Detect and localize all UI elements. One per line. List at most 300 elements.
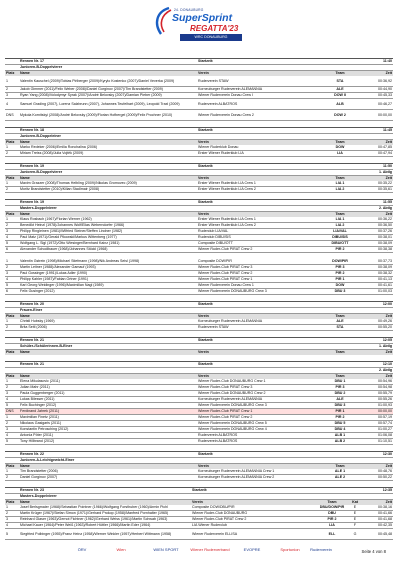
start-label: Startzeit: <box>197 128 321 134</box>
result-time: 01:10,51 <box>359 439 393 445</box>
race-time: 11:40 <box>321 59 393 65</box>
col-club: Verein <box>197 350 321 356</box>
result-time: 00:47,85 <box>359 145 393 151</box>
col-place: Platz <box>5 71 19 77</box>
sponsor-logo: Wiener Ruderverband <box>190 547 230 552</box>
col-club: Verein <box>197 140 321 146</box>
logo-club-band: WRC DONAUBURG <box>180 34 242 41</box>
result-club: Korneuburger Ruderverein ALEMANNIA <box>197 319 321 325</box>
result-place: 2 <box>5 385 19 391</box>
race-division: 1. Abtlg <box>321 170 393 176</box>
result-name: Mykola Kornitskyi (2008)/André Belovsky (2009)/Florian Hofbergel (2009)/Felix Prochner (2010) <box>19 110 197 121</box>
result-time: 00:35,22 <box>359 181 393 187</box>
result-name: Karl Georg Weidinger (1996)/Maximilian Nagl (1989) <box>19 283 197 289</box>
result-time: 01:06,08 <box>359 433 393 439</box>
race-time: 12:30 <box>321 452 393 458</box>
result-club: Erster Wiener Ruderklub LIA Crew 2 <box>197 187 321 193</box>
start-label: Startzeit: <box>197 200 321 206</box>
result-place: 4 <box>5 433 19 439</box>
result-team: PIR 2 <box>313 517 351 523</box>
result-row <box>5 93 393 99</box>
race-block <box>5 163 393 193</box>
result-team: DIBU/OTT <box>321 241 359 247</box>
result-name: Josef Berlsgmaier (1968)/Sebastian Pointner (1966)/Wolfgang Forsthuber (1960)/Armin Pichl <box>19 505 191 511</box>
result-club: Wiener Ruderverein DONAUBURG Crew 5 <box>197 421 321 427</box>
race-time: 12:35 <box>313 488 393 494</box>
start-label: Startzeit: <box>197 164 321 170</box>
col-time: Zeit <box>359 500 393 506</box>
result-team: PIR 2 <box>321 247 359 253</box>
sponsor-strip <box>68 543 338 559</box>
result-place: 3 <box>5 517 19 523</box>
result-place: 1 <box>5 259 19 265</box>
col-place: Platz <box>5 314 19 320</box>
result-place: 3 <box>5 229 19 235</box>
race-number: Rennen Nr. 22 <box>19 452 197 458</box>
result-team: STA <box>321 325 359 331</box>
col-name: Name <box>19 140 197 146</box>
result-place: 4 <box>5 523 19 529</box>
sponsor-logo: Wien <box>116 547 126 552</box>
col-club: Verein <box>197 212 321 218</box>
result-time: 00:45,33 <box>359 93 393 99</box>
result-team: DOW/PIR <box>321 259 359 265</box>
result-team: LIA <box>321 151 359 157</box>
result-time: 00:00,00 <box>359 409 393 415</box>
result-place: 4 <box>5 277 19 283</box>
result-name: Konstantin Petrosching (2012) <box>19 427 197 433</box>
col-name: Name <box>19 314 197 320</box>
result-time: 00:50,22 <box>359 475 393 481</box>
race-title: Junioren-B-Doppelvierer <box>19 65 197 71</box>
result-team: LIA 2 <box>321 187 359 193</box>
result-team: ALE 2 <box>321 475 359 481</box>
result-team: LIA 1 <box>321 217 359 223</box>
col-name: Name <box>19 374 197 380</box>
result-name: Michael Kauer (1964)/Peter Weiß (1963)/Robert Hüttler (1966)/Martin Eder (1964) <box>19 523 191 529</box>
result-club: Wiener Ruder-Club PIRAT Crew 2 <box>197 247 321 253</box>
result-club: Composite DOW/PIR <box>197 259 321 265</box>
col-place: Platz <box>5 464 19 470</box>
result-time: 00:55,79 <box>359 391 393 397</box>
race-number: Rennen Nr. 23 <box>19 488 191 494</box>
result-team: DBU <box>313 511 351 517</box>
result-kat: E <box>351 517 359 523</box>
result-place: 2 <box>5 223 19 229</box>
result-place: 2 <box>5 475 19 481</box>
result-time: 00:38,38 <box>359 247 393 253</box>
result-name: Siegfried Polbinger (1955)/Franz Heinz (1958)/Werner Winkler (1957)/Herbert Wittmann (1958) <box>19 529 191 540</box>
result-team: DBU 1 <box>321 379 359 385</box>
race-number: Rennen Nr. 17 <box>19 59 197 65</box>
race-division: 2. Abtlg <box>321 206 393 212</box>
result-team: ALE <box>321 319 359 325</box>
result-team: PIR 2 <box>321 271 359 277</box>
result-club: LIA Wiener Ruderclub <box>191 523 313 529</box>
result-place: 1 <box>5 76 19 87</box>
result-name: Miriam Treiss (2008)/Julia Vojtěk (2009) <box>19 151 197 157</box>
col-place: Platz <box>5 212 19 218</box>
race-title: Junioren-A-Leichtgewicht-Einer <box>19 458 197 464</box>
sponsor-logo: EVOPRE <box>243 547 261 552</box>
result-club: Wiener Ruder-Club PIRAT Crew 2 <box>191 517 313 523</box>
result-name: Felix Buchinger (2012) <box>19 403 197 409</box>
race-time: 11:55 <box>321 200 393 206</box>
result-club: Wiener Ruder-Club PIRAT Crew 1 <box>197 277 321 283</box>
race-division: 1. Abtlg <box>321 344 393 350</box>
result-time: 00:38,09 <box>359 265 393 271</box>
result-club: Wiener Ruder-Club PIRAT Crew 3 <box>197 385 321 391</box>
result-club: Wiener Ruder-Club PIRAT Crew 1 <box>197 409 321 415</box>
result-row <box>5 325 393 331</box>
result-club: Wiener Ruderklub Donau <box>197 145 321 151</box>
result-team: DBU/DOW/PIR <box>313 505 351 511</box>
result-kat: E <box>351 505 359 511</box>
col-club: Verein <box>197 374 321 380</box>
result-kat: F <box>351 523 359 529</box>
results-list <box>5 58 393 546</box>
result-time: 00:38,09 <box>359 241 393 247</box>
result-time: 00:45,48 <box>359 529 393 540</box>
race-table <box>5 163 393 193</box>
result-place: 1 <box>5 319 19 325</box>
race-time: 12:10 <box>321 362 393 368</box>
result-team: PIR 2 <box>321 415 359 421</box>
result-club: Composite DIBU/OTT <box>197 241 321 247</box>
regatta-logo <box>150 6 254 44</box>
result-name: Maximilian Finetz (2011) <box>19 415 197 421</box>
race-number: Rennen Nr. 19 <box>19 200 197 206</box>
result-time: 00:46,27 <box>359 99 393 110</box>
result-name: Reinhard Glaser (1963)/Gernot Fichtner (1962)/Gerhard Weiss (1961)/Martin Schwab (1963) <box>19 517 191 523</box>
sponsor-logo: Sportunion <box>280 547 300 552</box>
result-time: 00:41,68 <box>359 517 393 523</box>
race-table <box>5 58 393 121</box>
result-name: Elena Mikulasovic (2011) <box>19 379 197 385</box>
result-time: 00:54,96 <box>359 379 393 385</box>
result-team: DOW 2 <box>321 110 359 121</box>
result-place: 4 <box>5 397 19 403</box>
col-time: Zeit <box>359 464 393 470</box>
col-name: Name <box>19 212 197 218</box>
result-name: Samuel Grading (2007), Lorenz Salzbrunn (2007), Johannes Teufelhart (2009), Leopold Traxl (2009) <box>19 99 197 110</box>
result-row <box>5 259 393 265</box>
result-row <box>5 505 393 511</box>
result-place: 1 <box>5 217 19 223</box>
col-place: Platz <box>5 176 19 182</box>
sponsor-logo: WIEN SPORT <box>153 547 179 552</box>
result-team: ALE <box>321 87 359 93</box>
result-name: Maxim Grazzer (2008)/Thomas Helbling (2009)/Nikolas Gromovec (2009) <box>19 181 197 187</box>
race-table <box>5 127 393 157</box>
race-title: Junioren-B-Doppelvierer <box>19 170 197 176</box>
result-time: 00:36,92 <box>359 76 393 87</box>
result-club: Wiener Ruderverein Donau Crew 2 <box>197 110 321 121</box>
result-club: Wiener Ruderverein Donau Crew I <box>197 93 321 99</box>
result-row <box>5 475 393 481</box>
result-row <box>5 391 393 397</box>
result-team: DBU 4 <box>321 427 359 433</box>
result-row <box>5 151 393 157</box>
result-time: 00:38,01 <box>359 235 393 241</box>
result-time: 00:37,26 <box>359 229 393 235</box>
result-time: 00:41,13 <box>359 277 393 283</box>
result-name: Ryan Yang (2008)/Volodymyr Syrak (2007)/André Belovsky (2007)/Damian Pieber (2009) <box>19 93 197 99</box>
col-time: Zeit <box>359 374 393 380</box>
race-time: 11:45 <box>321 128 393 134</box>
logo-edition: 24. DONAUBURG <box>174 8 204 12</box>
result-time: 00:41,61 <box>359 283 393 289</box>
result-club: Ruderverein STAW <box>197 76 321 87</box>
result-place: 1 <box>5 469 19 475</box>
result-club: Wiener Ruder-Club PIRAT Crew 3 <box>197 265 321 271</box>
result-name: Klaus Rosbach (1967)/Florian Werner (1962) <box>19 217 197 223</box>
result-name: Daniel Gorginov (2007) <box>19 475 197 481</box>
result-place: 2 <box>5 421 19 427</box>
result-team: DBU 5 <box>321 421 359 427</box>
result-row <box>5 289 393 295</box>
result-place: 2 <box>5 151 19 157</box>
result-team: DIBU/SIS <box>321 235 359 241</box>
result-name: Lukas Bilesser (2011) <box>19 397 197 403</box>
result-name: Wolfgang L. Sigl (1972)/Otto Wiesinger/Bernhard Kainz (1981) <box>19 241 197 247</box>
result-name: Ferdinand Jahrek (2011) <box>19 409 197 415</box>
col-team: Team <box>321 176 359 182</box>
result-place: 5 <box>5 529 19 540</box>
result-team: ALE 1 <box>321 469 359 475</box>
result-time: 01:00,27 <box>359 427 393 433</box>
result-time: 00:41,66 <box>359 511 393 517</box>
result-place: DNS <box>5 110 19 121</box>
race-block <box>5 451 393 481</box>
race-number: Rennen Nr. 19 <box>19 164 197 170</box>
race-block <box>5 337 393 355</box>
result-time: 00:35,61 <box>359 187 393 193</box>
result-team: STA <box>321 76 359 87</box>
col-name: Name <box>19 464 197 470</box>
result-name: Nikolaos Gasigaris (2011) <box>19 421 197 427</box>
result-time: 00:48,76 <box>359 469 393 475</box>
result-place: 6 <box>5 289 19 295</box>
result-place: 5 <box>5 241 19 247</box>
race-table <box>5 337 393 355</box>
result-club: Korneuburger Ruderverein ALEMANNIA <box>197 397 321 403</box>
col-name: Name <box>19 176 197 182</box>
result-name: Moritz Brandstetter (2010)/Kilian Stadlmair (2008) <box>19 187 197 193</box>
result-name: Martin Krüger (1967)/Stefan Simon (1971)/Gerhard Prokop (1958)/Manfred Pornhalter (1965) <box>19 511 191 517</box>
result-time: 00:38,16 <box>359 505 393 511</box>
result-team: ALB 1 <box>321 433 359 439</box>
page-number: Seite 4 von 8 <box>361 549 386 554</box>
col-name: Name <box>19 71 197 77</box>
result-kat: G <box>351 529 359 540</box>
result-row <box>5 241 393 247</box>
result-name: Marko Redeker (2006)/Emilia Ronchalina (2006) <box>19 145 197 151</box>
race-block <box>5 259 393 295</box>
result-team: ALE <box>321 397 359 403</box>
result-team: LIA <box>313 523 351 529</box>
race-title: Frauen-Einer <box>19 308 197 314</box>
race-number: Rennen Nr. 21 <box>19 362 197 368</box>
result-name: Philipp Kahler (1987)/Fabian Ortner (1991) <box>19 277 197 283</box>
result-club: Korneuburger Ruderverein ALEMANNIA Crew 2 <box>197 475 321 481</box>
col-place: Platz <box>5 140 19 146</box>
result-club: Wiener Ruder-Club DONAUBURG Crew 1 <box>197 379 321 385</box>
result-team: LIA/VAL <box>321 229 359 235</box>
result-name: Antonia Pöter (2011) <box>19 433 197 439</box>
result-name: Benedikt Heinzl (1978)/Johannes Wolf/Elias Weberndorfer (1966) <box>19 223 197 229</box>
result-club: Erster Wiener Ruderklub LIA Crew 1 <box>197 181 321 187</box>
result-name: Felix Gusinger (2012) <box>19 289 197 295</box>
result-place: 2 <box>5 265 19 271</box>
result-club: Ruderverein STAW <box>197 325 321 331</box>
page-header <box>0 0 400 44</box>
result-time: 00:55,26 <box>359 397 393 403</box>
result-time: 00:57,74 <box>359 421 393 427</box>
result-time: 00:00,00 <box>359 110 393 121</box>
race-table <box>5 199 393 253</box>
result-time: 01:00,93 <box>359 403 393 409</box>
result-team: ALB <box>321 99 359 110</box>
result-name: Tony Hillbrand (2012) <box>19 439 197 445</box>
race-table <box>5 451 393 481</box>
result-place: 4 <box>5 99 19 110</box>
result-team: DBU 3 <box>321 289 359 295</box>
result-team: ELL <box>313 529 351 540</box>
result-time: 00:49,26 <box>359 319 393 325</box>
result-club: Wiener Ruderverein DONAUBURG Crew 3 <box>197 289 321 295</box>
result-name: Alexander Schodlbauer (1968)/Johannes Stöckl (1968) <box>19 247 197 253</box>
result-club: Korneuburger Ruderverein ALEMANNIA <box>197 87 321 93</box>
result-place: 2 <box>5 87 19 93</box>
result-place: 1 <box>5 415 19 421</box>
sponsor-logo: Ruderverein <box>310 547 332 552</box>
race-number: Rennen Nr. 18 <box>19 128 197 134</box>
result-place: DNS <box>5 409 19 415</box>
result-time: 00:38,32 <box>359 271 393 277</box>
result-place: 2 <box>5 511 19 517</box>
result-club: Wiener Ruderverein DONAUBURG Crew 4 <box>197 427 321 433</box>
result-row <box>5 439 393 445</box>
result-team: DBU 3 <box>321 403 359 409</box>
result-time: 00:36,22 <box>359 217 393 223</box>
col-club: Verein <box>197 71 321 77</box>
result-place: 3 <box>5 427 19 433</box>
result-team: DOW <box>321 283 359 289</box>
race-table <box>5 361 393 445</box>
result-club: Ruderverein ALBATROS <box>197 439 321 445</box>
start-label: Startzeit: <box>191 488 313 494</box>
col-club: Verein <box>191 500 313 506</box>
race-block <box>5 301 393 331</box>
result-club: Erster Wiener Ruderklub LIA Crew 2 <box>197 223 321 229</box>
col-club: Verein <box>197 464 321 470</box>
result-club: Ruderverein ALBATROS <box>197 433 321 439</box>
start-label: Startzeit: <box>197 59 321 65</box>
col-team: Team <box>321 140 359 146</box>
result-place: 1 <box>5 505 19 511</box>
result-team: LIA 1 <box>321 181 359 187</box>
result-team: DBU 2 <box>321 391 359 397</box>
column-header-row <box>5 350 393 356</box>
col-team: Team <box>321 350 359 356</box>
col-club: Verein <box>197 176 321 182</box>
result-team: PIR 3 <box>321 265 359 271</box>
result-time: 00:42,35 <box>359 523 393 529</box>
result-place: 6 <box>5 247 19 253</box>
result-row <box>5 517 393 523</box>
result-place: 5 <box>5 439 19 445</box>
col-club: Verein <box>197 314 321 320</box>
result-row <box>5 229 393 235</box>
race-block <box>5 127 393 157</box>
race-block <box>5 199 393 253</box>
result-row <box>5 511 393 517</box>
result-team: PIR 3 <box>321 385 359 391</box>
logo-title: SuperSprint <box>172 12 233 24</box>
result-club: Korneuburger Ruderverein ALEMANNIA Crew 1 <box>197 469 321 475</box>
result-team: DOW II <box>321 93 359 99</box>
result-place: 1 <box>5 145 19 151</box>
result-name: Valentin Gstrein (1998)/Michael Stiefmann (1998)/Nik Andreas Seisl (1998) <box>19 259 197 265</box>
result-row <box>5 110 393 121</box>
col-time: Zeit <box>359 140 393 146</box>
result-club: Wiener Ruderverein ELLISA <box>191 529 313 540</box>
result-club: Erster Wiener Ruderklub LIA Crew 1 <box>197 217 321 223</box>
col-place: Platz <box>5 374 19 380</box>
race-time: 11:50 <box>321 164 393 170</box>
result-row <box>5 99 393 110</box>
result-row <box>5 76 393 87</box>
result-row <box>5 523 393 529</box>
start-label: Startzeit: <box>197 338 321 344</box>
col-place: Platz <box>5 350 19 356</box>
result-name: Christl Hubsky (1969) <box>19 319 197 325</box>
result-club: Wiener Ruder-Club DONAUBURG <box>191 511 313 517</box>
result-name: Tim Brandstetter (2006) <box>19 469 197 475</box>
result-name: Julian Mahr (2011) <box>19 385 197 391</box>
result-name: Jakob Gimmer (2011)/Felix Weber (2008)/Daniel Gorginov (2007)/Tim Brandstetter (2009) <box>19 87 197 93</box>
start-label: Startzeit: <box>197 302 321 308</box>
result-time: 00:54,98 <box>359 385 393 391</box>
result-row <box>5 235 393 241</box>
race-time: 12:05 <box>321 338 393 344</box>
col-name: Name <box>19 500 191 506</box>
result-club: Erster Wiener Ruderklub LIA <box>197 151 321 157</box>
race-title: Junioren-B-Doppeleiner <box>19 134 197 140</box>
result-time: 01:00,03 <box>359 289 393 295</box>
result-row <box>5 427 393 433</box>
result-name: Brita Seitl (2006) <box>19 325 197 331</box>
result-place: 3 <box>5 93 19 99</box>
start-label: Startzeit: <box>197 452 321 458</box>
result-club: Wiener Ruderverein DONAUBURG Crew 3 <box>197 403 321 409</box>
col-team: Team <box>321 374 359 380</box>
result-time: 00:36,50 <box>359 223 393 229</box>
page-footer <box>0 533 400 566</box>
col-time: Zeit <box>359 314 393 320</box>
result-name: Paul Gossinger (1991)/Lukas Adler (1990) <box>19 271 197 277</box>
result-team: DOW <box>321 145 359 151</box>
result-time: 00:47,94 <box>359 151 393 157</box>
race-block <box>5 361 393 445</box>
col-team: Team <box>321 212 359 218</box>
result-name: Philipp Ringleinen (1981)/Wilfried Steiner/Steffen Lindner (1982) <box>19 229 197 235</box>
col-kat: Kat <box>352 500 358 504</box>
result-club: Composite DOW/DBU/PIR <box>191 505 313 511</box>
result-club: Wiener Ruder-Club DONAUBURG Crew 2 <box>197 391 321 397</box>
result-team: PIR 1 <box>321 277 359 283</box>
